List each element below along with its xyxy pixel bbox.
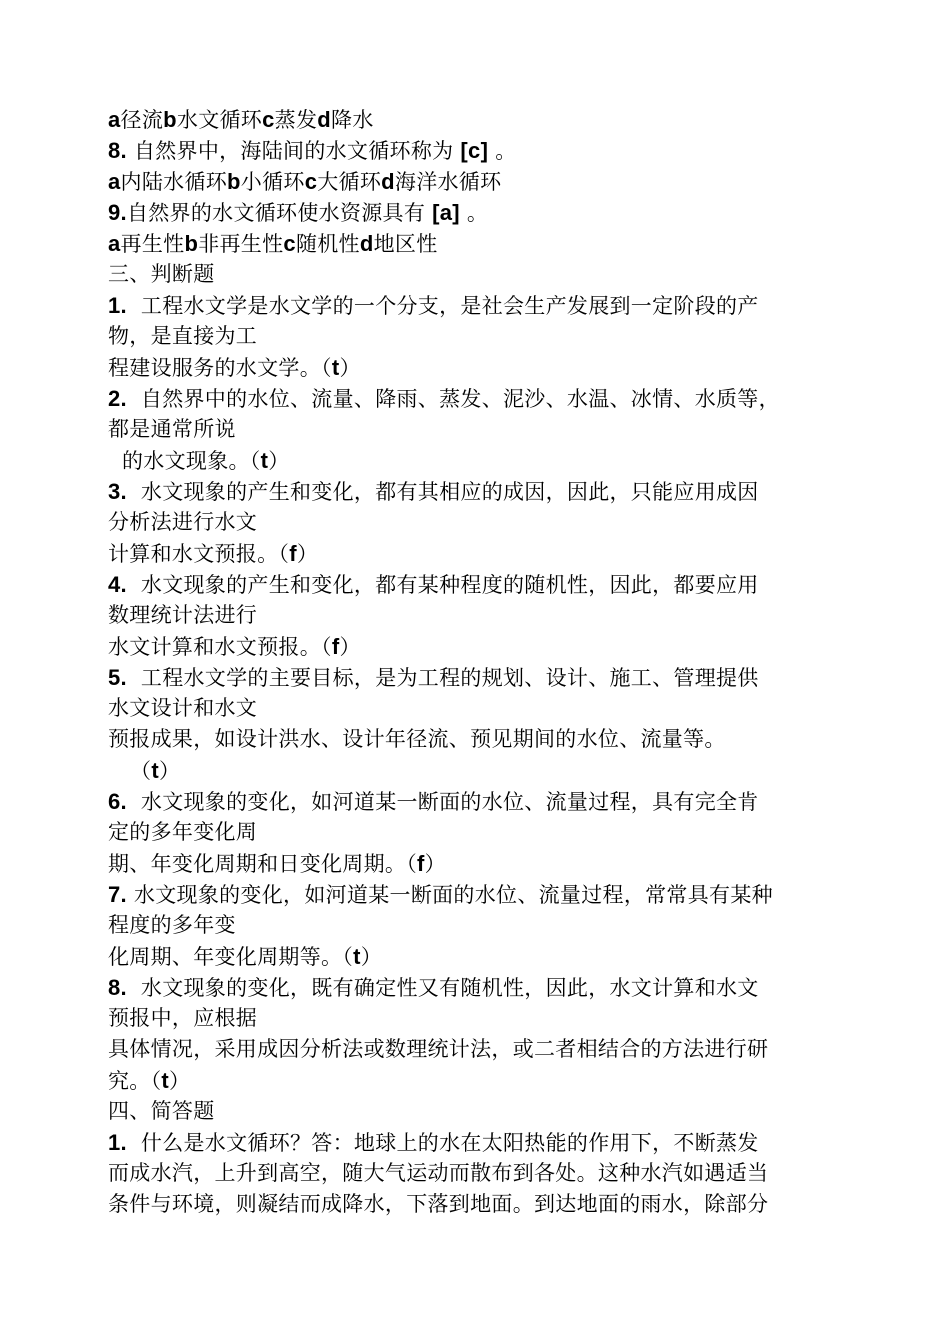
- short-answer-1-cont: 而成水汽，上升到高空，随大气运动而散布到各处。这种水汽如遇适当: [108, 1161, 769, 1185]
- short-answer-1: [108, 1127, 853, 1158]
- judgement-5: [108, 662, 853, 693]
- judgement-3: [108, 476, 853, 507]
- section-heading-judgement: 三、判断题: [108, 262, 215, 286]
- punctuation: ）: [296, 542, 319, 566]
- judgement-5-cont: 预报成果，如设计洪水、设计年径流、预见期间的水位、流量等。: [108, 727, 726, 751]
- option-text: 再生性: [120, 232, 185, 256]
- option-label: a: [108, 231, 121, 256]
- judgement-8: [108, 972, 853, 1003]
- question-text: 水文现象的变化，如河道某一断面的水位、流量过程，常常具有某种: [133, 883, 773, 907]
- q8-options: [108, 166, 853, 197]
- judgement-8-cont: 预报中，应根据: [108, 1006, 258, 1030]
- punctuation: 。: [466, 201, 489, 225]
- answer-mark: t: [161, 1068, 170, 1093]
- judgement-4: [108, 569, 853, 600]
- question-text: 计算和水文预报。（: [108, 542, 290, 566]
- question-text: 化周期、年变化周期等。（: [108, 945, 354, 969]
- answer-mark: t: [353, 944, 361, 969]
- q8-question: [108, 135, 853, 166]
- question-text: 的水文现象。（: [122, 449, 261, 473]
- question-number: 3.: [108, 479, 127, 504]
- answer-mark: t: [260, 448, 269, 473]
- punctuation: ）: [424, 852, 446, 876]
- option-label: d: [381, 169, 395, 194]
- judgement-7: [108, 879, 853, 910]
- option-label: c: [283, 231, 296, 256]
- option-text: 非再生性: [198, 232, 284, 256]
- answer-mark: t: [151, 758, 159, 783]
- question-text: 水文现象的产生和变化，都有其相应的成因，因此，只能应用成因: [140, 480, 759, 504]
- option-label: c: [304, 169, 318, 194]
- q9-question: [108, 197, 853, 228]
- question-number: 8.: [108, 138, 127, 163]
- question-number: 5.: [108, 665, 127, 690]
- question-text: 期、年变化周期和日变化周期。（: [108, 852, 417, 876]
- option-text: 降水: [331, 108, 374, 132]
- punctuation: ）: [268, 449, 290, 473]
- option-label: c: [262, 107, 275, 132]
- question-text: 程建设服务的水文学。（: [108, 356, 332, 380]
- punctuation: ）: [339, 356, 361, 380]
- question-text: 自然界的水文循环使水资源具有: [126, 201, 426, 225]
- judgement-7-cont: 程度的多年变: [108, 913, 236, 937]
- judgement-1-cont: [108, 352, 853, 383]
- document-page: [108, 104, 853, 1220]
- option-text: 随机性: [295, 232, 360, 256]
- punctuation: （: [130, 759, 152, 783]
- judgement-2: [108, 383, 853, 414]
- judgement-3-cont: 分析法进行水文: [108, 510, 258, 534]
- q7-options: [108, 104, 853, 135]
- judgement-1-cont: 物，是直接为工: [108, 324, 258, 348]
- answer-mark: f: [331, 634, 340, 659]
- option-label: a: [108, 169, 121, 194]
- judgement-3-cont: [108, 538, 853, 569]
- question-number: 1.: [108, 293, 127, 318]
- option-text: 径流: [120, 108, 164, 132]
- answer-mark: [a]: [432, 200, 460, 225]
- option-label: a: [108, 107, 121, 132]
- q9-options: [108, 228, 853, 259]
- option-text: 地区性: [373, 232, 438, 256]
- question-text: 究。（: [108, 1069, 162, 1093]
- judgement-4-cont: 数理统计法进行: [108, 603, 258, 627]
- answer-mark: [c]: [460, 138, 489, 163]
- option-text: 大循环: [317, 170, 382, 194]
- question-number: 4.: [108, 572, 127, 597]
- question-text: 自然界中，海陆间的水文循环称为: [133, 139, 454, 163]
- question-text: 水文现象的产生和变化，都有某种程度的随机性，因此，都要应用: [140, 573, 759, 597]
- question-number: 6.: [108, 789, 127, 814]
- option-text: 海洋水循环: [394, 170, 502, 194]
- short-answer-1-cont: 条件与环境，则凝结而成降水，下落到地面。到达地面的雨水，除部分: [108, 1192, 769, 1216]
- question-number: 2.: [108, 386, 127, 411]
- question-number: 9.: [108, 200, 127, 225]
- question-number: 1.: [108, 1130, 127, 1155]
- judgement-2-cont: 都是通常所说: [108, 417, 236, 441]
- question-text: 水文计算和水文预报。（: [108, 635, 332, 659]
- option-text: 蒸发: [274, 108, 318, 132]
- answer-mark: f: [289, 541, 297, 566]
- option-label: d: [317, 107, 332, 132]
- judgement-6-cont: 定的多年变化周: [108, 820, 258, 844]
- answer-mark: f: [417, 851, 425, 876]
- punctuation: ）: [339, 635, 361, 659]
- punctuation: ）: [158, 759, 181, 783]
- option-label: b: [184, 231, 199, 256]
- judgement-8-cont: 具体情况，采用成因分析法或数理统计法，或二者相结合的方法进行研: [108, 1037, 769, 1061]
- judgement-6-cont: [108, 848, 853, 879]
- option-text: 小循环: [240, 170, 305, 194]
- judgement-5-cont: [108, 755, 853, 786]
- punctuation: ）: [360, 945, 383, 969]
- judgement-6: [108, 786, 853, 817]
- question-text: 工程水文学是水文学的一个分支，是社会生产发展到一定阶段的产: [140, 294, 759, 318]
- option-label: d: [359, 231, 374, 256]
- question-text: 什么是水文循环？答：地球上的水在太阳热能的作用下，不断蒸发: [140, 1131, 759, 1155]
- judgement-1: [108, 290, 853, 321]
- section-heading-short-answer: 四、简答题: [108, 1099, 215, 1123]
- judgement-7-cont: [108, 941, 853, 972]
- option-label: b: [227, 169, 241, 194]
- option-label: b: [163, 107, 177, 132]
- punctuation: 。: [495, 139, 517, 163]
- question-text: 水文现象的变化，既有确定性又有随机性，因此，水文计算和水文: [140, 976, 759, 1000]
- judgement-2-cont: [108, 445, 853, 476]
- option-text: 内陆水循环: [120, 170, 228, 194]
- question-text: 自然界中的水位、流量、降雨、蒸发、泥沙、水温、冰情、水质等，: [140, 387, 780, 411]
- question-number: 8.: [108, 975, 127, 1000]
- question-number: 7.: [108, 882, 127, 907]
- question-text: 工程水文学的主要目标，是为工程的规划、设计、施工、管理提供: [140, 666, 759, 690]
- option-text: 水文循环: [176, 108, 263, 132]
- judgement-8-cont: [108, 1065, 853, 1096]
- judgement-5-cont: 水文设计和水文: [108, 696, 258, 720]
- punctuation: ）: [169, 1069, 191, 1093]
- question-text: 水文现象的变化，如河道某一断面的水位、流量过程，具有完全肯: [140, 790, 759, 814]
- answer-mark: t: [331, 355, 340, 380]
- judgement-4-cont: [108, 631, 853, 662]
